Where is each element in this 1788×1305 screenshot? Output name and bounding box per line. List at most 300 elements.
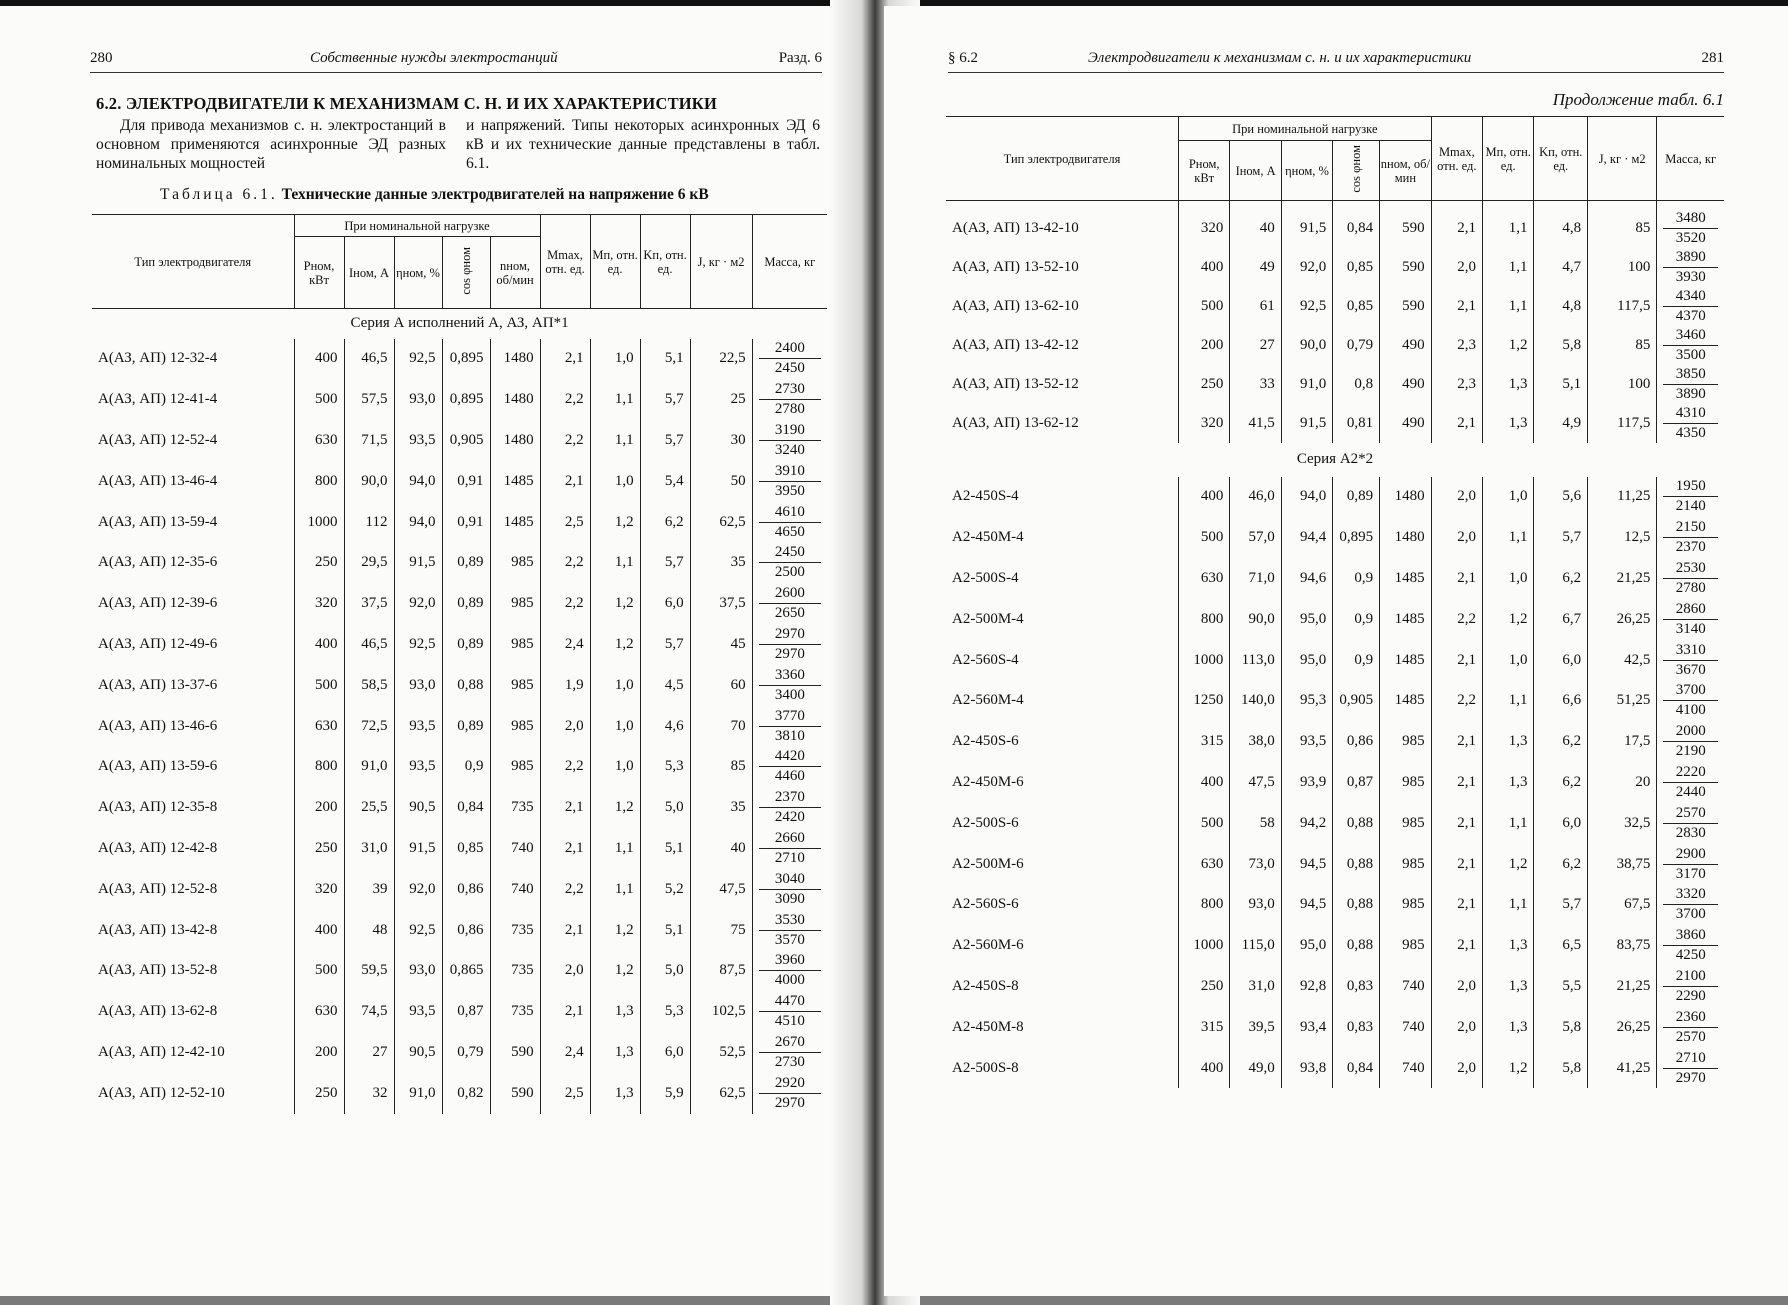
kp-cell: 5,4 <box>640 461 690 502</box>
i-cell: 49,0 <box>1230 1048 1281 1089</box>
i-cell: 27 <box>344 1032 394 1073</box>
mass-version-2: 4350 <box>1675 424 1706 441</box>
motor-type-cell: А2-450М-6 <box>952 773 1024 790</box>
mass-version-2: 4000 <box>774 972 805 989</box>
mmax-cell: 2,0 <box>1431 477 1482 518</box>
col-eta-header: ηном, % <box>1281 141 1332 201</box>
n-cell: 740 <box>1380 1048 1431 1089</box>
p-cell: 400 <box>1178 1048 1229 1089</box>
table-caption <box>160 186 709 204</box>
kp-cell: 6,2 <box>1534 721 1588 762</box>
n-cell: 1485 <box>1380 680 1431 721</box>
mmax-cell: 2,2 <box>540 869 590 910</box>
mass-version-2: 3930 <box>1675 268 1706 285</box>
n-cell: 490 <box>1380 365 1431 404</box>
mass-cell <box>1657 404 1724 443</box>
motor-type-cell: А(АЗ, АП) 13-59-6 <box>98 758 218 775</box>
j-cell: 87,5 <box>690 950 752 991</box>
cos-cell: 0,79 <box>1333 326 1380 365</box>
table-row <box>92 420 827 461</box>
cos-cell: 0,83 <box>1333 1007 1380 1048</box>
table-row <box>92 746 827 787</box>
motor-type-cell: А(АЗ, АП) 12-35-6 <box>98 554 218 571</box>
motor-type-cell: А(АЗ, АП) 13-37-6 <box>98 676 218 693</box>
mass-cell <box>752 665 827 706</box>
n-cell: 740 <box>490 828 540 869</box>
i-cell: 33 <box>1230 365 1281 404</box>
p-cell: 400 <box>294 339 344 380</box>
n-cell: 1480 <box>490 339 540 380</box>
mass-cell <box>752 950 827 991</box>
mass-version-1: 2570 <box>1663 804 1718 824</box>
mass-cell <box>1657 844 1724 885</box>
mp-cell: 1,3 <box>1483 365 1534 404</box>
eta-cell: 93,5 <box>1281 721 1332 762</box>
i-cell: 41,5 <box>1230 404 1281 443</box>
mass-version-1: 4310 <box>1663 404 1718 424</box>
n-cell: 1480 <box>490 379 540 420</box>
p-cell: 250 <box>1178 365 1229 404</box>
kp-cell: 5,9 <box>640 1073 690 1114</box>
motor-type-cell: А(АЗ, АП) 12-49-6 <box>98 635 218 652</box>
table-title: Технические данные электродвигателей на напряжение 6 кВ <box>281 186 709 203</box>
eta-cell: 95,0 <box>1281 925 1332 966</box>
j-cell: 85 <box>690 746 752 787</box>
i-cell: 40 <box>1230 209 1281 248</box>
i-cell: 74,5 <box>344 991 394 1032</box>
p-cell: 320 <box>1178 209 1229 248</box>
mass-cell <box>1657 287 1724 326</box>
motor-type-cell: А(АЗ, АП) 13-59-4 <box>98 513 218 530</box>
j-cell: 117,5 <box>1588 404 1657 443</box>
mmax-cell: 2,0 <box>1431 1007 1482 1048</box>
mass-version-1: 2660 <box>759 829 822 849</box>
col-group-header: При номинальной нагрузке <box>1178 117 1431 141</box>
j-cell: 117,5 <box>1588 287 1657 326</box>
n-cell: 985 <box>490 624 540 665</box>
mass-cell <box>752 828 827 869</box>
kp-cell: 5,1 <box>640 828 690 869</box>
i-cell: 115,0 <box>1230 925 1281 966</box>
col-cos-label: cos φном <box>459 247 473 295</box>
mass-cell <box>752 379 827 420</box>
eta-cell: 93,0 <box>394 665 442 706</box>
j-cell: 26,25 <box>1588 1007 1657 1048</box>
p-cell: 400 <box>294 624 344 665</box>
cos-cell: 0,85 <box>442 828 490 869</box>
mp-cell: 1,0 <box>590 706 640 747</box>
mass-cell <box>1657 326 1724 365</box>
mmax-cell: 2,2 <box>540 583 590 624</box>
motor-type-cell: А2-560М-6 <box>952 937 1024 954</box>
col-i-header: Iном, А <box>1230 141 1281 201</box>
mp-cell: 1,3 <box>590 1073 640 1114</box>
motor-type-cell: А2-500S-4 <box>952 569 1019 586</box>
mass-version-1: 2920 <box>759 1074 822 1094</box>
mp-cell: 1,1 <box>590 828 640 869</box>
j-cell: 52,5 <box>690 1032 752 1073</box>
i-cell: 57,0 <box>1230 517 1281 558</box>
left-running-title: Собственные нужды электростанций <box>310 50 558 66</box>
p-cell: 250 <box>294 542 344 583</box>
j-cell: 85 <box>1588 209 1657 248</box>
eta-cell: 93,8 <box>1281 1048 1332 1089</box>
table-row <box>946 721 1724 762</box>
j-cell: 42,5 <box>1588 640 1657 681</box>
mp-cell: 1,3 <box>1483 721 1534 762</box>
mmax-cell: 2,2 <box>1431 680 1482 721</box>
table-row <box>92 910 827 951</box>
mp-cell: 1,3 <box>1483 925 1534 966</box>
p-cell: 800 <box>294 461 344 502</box>
mass-version-2: 2970 <box>774 645 805 662</box>
series-row <box>92 309 827 339</box>
n-cell: 985 <box>1380 803 1431 844</box>
mmax-cell: 2,0 <box>1431 966 1482 1007</box>
mmax-cell: 2,1 <box>540 910 590 951</box>
table-row <box>92 502 827 543</box>
motor-type-cell: А2-450S-6 <box>952 733 1019 750</box>
mass-version-1: 3770 <box>759 707 822 727</box>
table-row <box>92 706 827 747</box>
i-cell: 48 <box>344 910 394 951</box>
mass-version-2: 3400 <box>774 686 805 703</box>
col-mmax-header: Mmax, отн. ед. <box>1431 117 1482 201</box>
section-title: 6.2. ЭЛЕКТРОДВИГАТЕЛИ К МЕХАНИЗМАМ С. Н. И ИХ ХАРАКТЕРИСТИКИ <box>96 94 718 113</box>
mass-version-2: 4650 <box>774 523 805 540</box>
p-cell: 400 <box>294 910 344 951</box>
motor-type-cell: А(АЗ, АП) 12-42-10 <box>98 1043 225 1060</box>
mass-version-2: 2780 <box>1675 579 1706 596</box>
motor-type-cell: А(АЗ, АП) 13-52-10 <box>952 258 1079 275</box>
series-a2-label: Серия А2*2 <box>1296 451 1374 467</box>
table-row <box>946 884 1724 925</box>
table-row <box>946 326 1724 365</box>
mmax-cell: 2,1 <box>1431 287 1482 326</box>
kp-cell: 5,7 <box>640 379 690 420</box>
kp-cell: 4,7 <box>1534 248 1588 287</box>
mass-cell <box>1657 680 1724 721</box>
n-cell: 740 <box>1380 966 1431 1007</box>
mmax-cell: 2,0 <box>540 950 590 991</box>
p-cell: 250 <box>294 1073 344 1114</box>
mass-cell <box>1657 925 1724 966</box>
mass-version-1: 3190 <box>759 421 822 441</box>
mass-cell <box>752 1073 827 1114</box>
table-row <box>946 966 1724 1007</box>
j-cell: 26,25 <box>1588 599 1657 640</box>
table-row <box>92 665 827 706</box>
kp-cell: 6,0 <box>1534 640 1588 681</box>
motor-type-cell: А(АЗ, АП) 13-46-6 <box>98 717 218 734</box>
j-cell: 83,75 <box>1588 925 1657 966</box>
mass-cell <box>752 461 827 502</box>
mmax-cell: 2,0 <box>1431 1048 1482 1089</box>
mp-cell: 1,0 <box>1483 477 1534 518</box>
mp-cell: 1,1 <box>590 542 640 583</box>
eta-cell: 93,0 <box>394 379 442 420</box>
table-row <box>946 477 1724 518</box>
table-row <box>946 599 1724 640</box>
mass-version-2: 3950 <box>774 482 805 499</box>
eta-cell: 93,4 <box>1281 1007 1332 1048</box>
mp-cell: 1,1 <box>590 379 640 420</box>
mp-cell: 1,1 <box>590 420 640 461</box>
mass-cell <box>1657 762 1724 803</box>
i-cell: 93,0 <box>1230 884 1281 925</box>
cos-cell: 0,89 <box>442 583 490 624</box>
mp-cell: 1,3 <box>1483 966 1534 1007</box>
mp-cell: 1,3 <box>590 991 640 1032</box>
kp-cell: 4,6 <box>640 706 690 747</box>
j-cell: 21,25 <box>1588 966 1657 1007</box>
eta-cell: 92,5 <box>394 339 442 380</box>
kp-cell: 5,8 <box>1534 1048 1588 1089</box>
n-cell: 740 <box>1380 1007 1431 1048</box>
mp-cell: 1,0 <box>590 746 640 787</box>
i-cell: 57,5 <box>344 379 394 420</box>
mass-version-1: 3530 <box>759 911 822 931</box>
series-row <box>946 443 1724 477</box>
p-cell: 800 <box>294 746 344 787</box>
p-cell: 500 <box>294 379 344 420</box>
mp-cell: 1,0 <box>1483 640 1534 681</box>
cos-cell: 0,9 <box>1333 558 1380 599</box>
p-cell: 1000 <box>1178 640 1229 681</box>
i-cell: 39 <box>344 869 394 910</box>
mass-cell <box>1657 209 1724 248</box>
p-cell: 320 <box>294 869 344 910</box>
mmax-cell: 2,2 <box>540 542 590 583</box>
mass-version-2: 3500 <box>1675 346 1706 363</box>
i-cell: 72,5 <box>344 706 394 747</box>
kp-cell: 5,7 <box>640 542 690 583</box>
mass-cell <box>1657 721 1724 762</box>
mp-cell: 1,0 <box>1483 558 1534 599</box>
cos-cell: 0,91 <box>442 502 490 543</box>
mp-cell: 1,2 <box>590 502 640 543</box>
motor-type-cell: А(АЗ, АП) 12-41-4 <box>98 391 218 408</box>
n-cell: 985 <box>490 665 540 706</box>
mp-cell: 1,1 <box>1483 884 1534 925</box>
mp-cell: 1,2 <box>590 583 640 624</box>
mmax-cell: 2,1 <box>1431 209 1482 248</box>
mp-cell: 1,1 <box>1483 803 1534 844</box>
mass-version-2: 2970 <box>774 1094 805 1111</box>
eta-cell: 90,5 <box>394 1032 442 1073</box>
motor-type-cell: А2-500М-4 <box>952 610 1024 627</box>
motor-type-cell: А2-560S-4 <box>952 651 1019 668</box>
mass-version-2: 2290 <box>1675 987 1706 1004</box>
mass-version-1: 3860 <box>1663 926 1718 946</box>
kp-cell: 5,3 <box>640 991 690 1032</box>
continuation-label: Продолжение табл. 6.1 <box>1552 90 1724 109</box>
mass-cell <box>752 787 827 828</box>
col-type-header: Тип электродвигателя <box>92 215 294 309</box>
eta-cell: 95,0 <box>1281 599 1332 640</box>
mmax-cell: 2,4 <box>540 1032 590 1073</box>
i-cell: 90,0 <box>1230 599 1281 640</box>
kp-cell: 5,0 <box>640 787 690 828</box>
p-cell: 500 <box>1178 517 1229 558</box>
cos-cell: 0,91 <box>442 461 490 502</box>
i-cell: 38,0 <box>1230 721 1281 762</box>
i-cell: 46,5 <box>344 339 394 380</box>
n-cell: 1480 <box>1380 477 1431 518</box>
left-page <box>0 6 860 1296</box>
cos-cell: 0,895 <box>442 379 490 420</box>
table-row <box>946 844 1724 885</box>
i-cell: 27 <box>1230 326 1281 365</box>
mmax-cell: 2,1 <box>1431 844 1482 885</box>
i-cell: 71,5 <box>344 420 394 461</box>
mp-cell: 1,2 <box>590 950 640 991</box>
i-cell: 91,0 <box>344 746 394 787</box>
kp-cell: 5,7 <box>1534 884 1588 925</box>
right-page-number: 281 <box>1701 50 1724 66</box>
mass-version-1: 2970 <box>759 625 822 645</box>
table-row <box>946 404 1724 443</box>
p-cell: 320 <box>294 583 344 624</box>
mp-cell: 1,3 <box>1483 762 1534 803</box>
eta-cell: 93,5 <box>394 746 442 787</box>
motor-type-cell: А(АЗ, АП) 13-52-12 <box>952 375 1079 392</box>
mass-cell <box>752 869 827 910</box>
table-row <box>946 1007 1724 1048</box>
table-row <box>946 640 1724 681</box>
mass-cell <box>1657 1007 1724 1048</box>
motor-type-cell: А(АЗ, АП) 13-46-4 <box>98 472 218 489</box>
col-i-header: Iном, А <box>344 237 394 309</box>
p-cell: 250 <box>294 828 344 869</box>
mass-cell <box>1657 599 1724 640</box>
right-page <box>884 6 1788 1296</box>
mass-version-1: 3960 <box>759 951 822 971</box>
mass-cell <box>1657 884 1724 925</box>
mass-version-2: 2500 <box>774 564 805 581</box>
mass-cell <box>752 339 827 380</box>
i-cell: 37,5 <box>344 583 394 624</box>
j-cell: 17,5 <box>1588 721 1657 762</box>
i-cell: 113,0 <box>1230 640 1281 681</box>
cos-cell: 0,84 <box>1333 209 1380 248</box>
col-mp-header: Mп, отн. ед. <box>1483 117 1534 201</box>
cos-cell: 0,9 <box>1333 599 1380 640</box>
cos-cell: 0,895 <box>442 339 490 380</box>
mp-cell: 1,0 <box>590 339 640 380</box>
motor-type-cell: А2-560S-6 <box>952 896 1019 913</box>
mmax-cell: 2,0 <box>1431 248 1482 287</box>
left-page-number: 280 <box>90 50 113 66</box>
motor-type-cell: А2-500М-6 <box>952 855 1024 872</box>
table-row <box>92 1073 827 1114</box>
j-cell: 102,5 <box>690 991 752 1032</box>
p-cell: 1000 <box>294 502 344 543</box>
mmax-cell: 2,1 <box>1431 640 1482 681</box>
j-cell: 75 <box>690 910 752 951</box>
mp-cell: 1,1 <box>590 869 640 910</box>
col-j-header: J, кг · м2 <box>690 215 752 309</box>
mass-version-1: 3700 <box>1663 681 1718 701</box>
cos-cell: 0,905 <box>1333 680 1380 721</box>
intro-column-2: и напряжений. Типы некоторых асинхронных ЭД 6 кВ и их технические данные представлены в табл. 6.1. <box>466 117 820 172</box>
i-cell: 29,5 <box>344 542 394 583</box>
eta-cell: 92,5 <box>394 910 442 951</box>
mass-version-1: 2370 <box>759 788 822 808</box>
eta-cell: 92,5 <box>394 624 442 665</box>
mass-version-2: 2190 <box>1675 743 1706 760</box>
mass-version-1: 3360 <box>759 666 822 686</box>
mass-version-1: 3890 <box>1663 248 1718 268</box>
motor-type-cell: А(АЗ, АП) 12-52-10 <box>98 1084 225 1101</box>
i-cell: 71,0 <box>1230 558 1281 599</box>
mp-cell: 1,2 <box>1483 326 1534 365</box>
n-cell: 590 <box>490 1073 540 1114</box>
eta-cell: 93,9 <box>1281 762 1332 803</box>
p-cell: 500 <box>294 665 344 706</box>
motor-type-cell: А2-500S-8 <box>952 1059 1019 1076</box>
cos-cell: 0,82 <box>442 1073 490 1114</box>
eta-cell: 94,0 <box>394 502 442 543</box>
series-a-label: Серия А исполнений А, АЗ, АП*1 <box>350 315 569 332</box>
mmax-cell: 2,4 <box>540 624 590 665</box>
table-row <box>92 583 827 624</box>
j-cell: 47,5 <box>690 869 752 910</box>
kp-cell: 6,2 <box>640 502 690 543</box>
cos-cell: 0,9 <box>1333 640 1380 681</box>
col-p-header: Pном, кВт <box>1178 141 1229 201</box>
p-cell: 400 <box>1178 477 1229 518</box>
n-cell: 985 <box>1380 844 1431 885</box>
mass-version-1: 4420 <box>759 747 822 767</box>
mass-cell <box>1657 248 1724 287</box>
motor-type-cell: А(АЗ, АП) 12-32-4 <box>98 350 218 367</box>
table-6-1-left <box>92 214 827 1114</box>
p-cell: 315 <box>1178 1007 1229 1048</box>
p-cell: 250 <box>1178 966 1229 1007</box>
p-cell: 320 <box>1178 404 1229 443</box>
j-cell: 35 <box>690 542 752 583</box>
n-cell: 590 <box>1380 287 1431 326</box>
cos-cell: 0,88 <box>442 665 490 706</box>
mass-version-2: 4370 <box>1675 307 1706 324</box>
col-p-header: Pном, кВт <box>294 237 344 309</box>
eta-cell: 93,0 <box>394 950 442 991</box>
cos-cell: 0,905 <box>442 420 490 461</box>
motor-type-cell: А2-500S-6 <box>952 814 1019 831</box>
motor-type-cell: А2-560М-4 <box>952 692 1024 709</box>
cos-cell: 0,84 <box>442 787 490 828</box>
eta-cell: 94,2 <box>1281 803 1332 844</box>
mass-version-2: 2780 <box>774 401 805 418</box>
n-cell: 1485 <box>1380 558 1431 599</box>
cos-cell: 0,87 <box>442 991 490 1032</box>
mass-version-2: 2140 <box>1675 498 1706 515</box>
p-cell: 630 <box>1178 558 1229 599</box>
n-cell: 590 <box>490 1032 540 1073</box>
mass-version-2: 3520 <box>1675 229 1706 246</box>
cos-cell: 0,79 <box>442 1032 490 1073</box>
mass-version-2: 2730 <box>774 1053 805 1070</box>
cos-cell: 0,86 <box>442 910 490 951</box>
mass-version-2: 3570 <box>774 931 805 948</box>
motor-type-cell: А2-450М-4 <box>952 529 1024 546</box>
mass-version-2: 3090 <box>774 890 805 907</box>
i-cell: 59,5 <box>344 950 394 991</box>
n-cell: 985 <box>490 706 540 747</box>
mass-cell <box>752 542 827 583</box>
i-cell: 25,5 <box>344 787 394 828</box>
